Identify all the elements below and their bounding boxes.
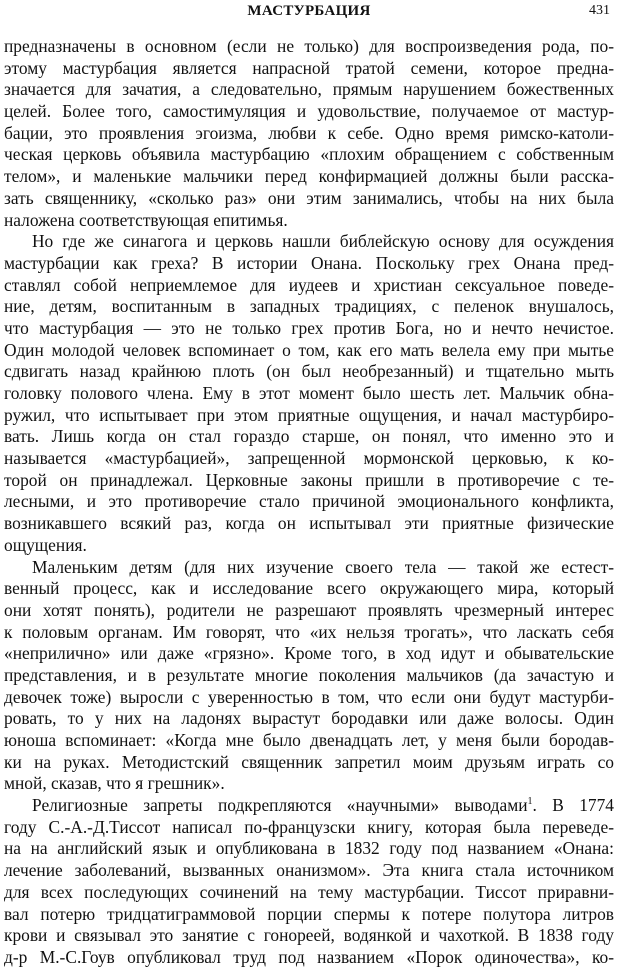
text-line [4, 426, 614, 448]
text-line-content: ние, детям, воспитанным в западных традициях, с пеленок внушалось, [4, 296, 614, 317]
text-line-content: Но где же синагога и церковь нашли библейскую основу для осуждения [32, 231, 614, 252]
text-line [4, 578, 614, 600]
text-line-content: значается для зачатия, а следовательно, прямым нарушением божественных [4, 79, 614, 100]
page-number: 431 [589, 3, 610, 18]
text-line [4, 79, 614, 101]
text-line-content: году С.-А.-Д.Тиссот написал по-французски книгу, которая была переведе- [4, 816, 614, 837]
text-line [4, 687, 614, 709]
text-line [4, 947, 614, 969]
text-line [4, 860, 614, 882]
text-line [4, 405, 614, 427]
text-line-content: возникавшего всякий раз, когда он испытывал эти приятные физические [4, 513, 614, 534]
text-line-content: ощущения. [4, 534, 87, 555]
text-line-content: ческая церковь объявила мастурбацию «плохим обращением с собственным [4, 144, 614, 165]
text-line-content: юноша вспоминает: «Когда мне было двенадцать лет, у меня были бородав- [4, 730, 614, 750]
text-line [4, 600, 614, 622]
text-line [4, 253, 614, 275]
text-line-content: Один молодой человек вспоминает о том, как его мать велела ему при мытье [4, 339, 614, 360]
text-line-content: мастурбации как греха? В истории Онана. Поскольку грех Онана пред- [4, 252, 614, 273]
text-line-content: предназначены в основном (если не только) для воспроизведения рода, по- [4, 36, 614, 56]
text-line-content: Маленьким детям (для них изучение своего тела — такой же естест- [32, 556, 614, 577]
text-line-content: на на английский язык и опубликована в 1832 году под названием «Онана: [4, 838, 614, 859]
text-line-content: зать священнику, «сколько раз» они этим занимались, чтобы на них была [4, 187, 614, 208]
text-line-content: лесными, и это противоречие стало причиной эмоционального конфликта, [4, 491, 614, 512]
text-line-content: они хотят понять), родители не разрешают проявлять чрезмерный интерес [4, 599, 614, 620]
text-line [4, 166, 614, 188]
text-line-content: «неприлично» или даже «грязно». Кроме того, в ход идут и обывательские [4, 643, 614, 664]
text-line [4, 925, 614, 947]
text-line [4, 36, 614, 58]
text-line-content: телом», и маленькие мальчики перед конфирмацией должны были расска- [4, 166, 614, 187]
text-line [4, 448, 614, 470]
running-header [4, 0, 614, 24]
text-line [4, 665, 614, 687]
text-line [4, 708, 614, 730]
text-line-content: к половым органам. Им говорят, что «их нельзя трогать», что ласкать себя [4, 621, 614, 642]
footnote-marker[interactable]: 1 [527, 796, 533, 808]
text-line [4, 622, 614, 644]
text-line [4, 904, 614, 926]
text-line [4, 123, 614, 145]
text-line [4, 643, 614, 665]
text-line-content: Религиозные запреты подкрепляются «научными» выводами [32, 795, 528, 816]
text-line-content: ружил, что испытывает при этом приятные ощущения, и начал мастурбиро- [4, 404, 614, 425]
text-line-tail: . В 1774 [532, 795, 614, 816]
text-line-content: лечение заболеваний, вызванных онанизмом». Эта книга стала источником [4, 860, 614, 881]
text-line-content: венный процесс, как и исследование всего окружающего мира, который [4, 578, 614, 599]
text-line-content: наложена соответствующая епитимья. [4, 209, 288, 230]
text-line [4, 795, 614, 817]
text-line [4, 144, 614, 166]
text-line-content: представления, и в результате многие поколения мальчиков (да зачастую и [4, 664, 614, 685]
text-line-content: головку полового члена. Ему в этот момент было шесть лет. Мальчик обна- [4, 383, 614, 403]
text-line-content: сдвигать назад крайнюю плоть (он был необрезанный) и тщательно мыть [4, 361, 614, 382]
text-line-content: ки на руках. Методистский священник запретил моим друзьям играть со [4, 751, 614, 772]
text-line [4, 58, 614, 80]
text-line [4, 101, 614, 123]
running-title: МАСТУРБАЦИЯ [247, 3, 371, 19]
text-line [4, 557, 614, 579]
text-line [4, 773, 614, 795]
text-line-content: торой он принадлежал. Церковные законы пришли в противоречие с те- [4, 469, 614, 490]
text-line [4, 752, 614, 774]
text-line [4, 188, 614, 210]
text-line-content: вал потерю тридцатиграммовой порции спермы к потере полутора литров [4, 903, 614, 924]
text-line-content: мной, сказав, что я грешник». [4, 773, 225, 794]
text-line-content: крови и связывал это занятие с гонореей, водянкой и чахоткой. В 1838 году [4, 925, 614, 946]
text-line-content: целей. Более того, самостимуляция и удовольствие, получаемое от мастур- [4, 101, 614, 122]
text-line [4, 275, 614, 297]
text-line-content: бации, это проявления эгоизма, любви к себе. Одно время римско-католи- [4, 122, 614, 143]
text-line [4, 296, 614, 318]
text-line [4, 470, 614, 492]
text-line [4, 730, 614, 752]
text-line-content: называется «мастурбацией», запрещенной мормонской церковью, к ко- [4, 448, 614, 469]
text-line [4, 340, 614, 362]
text-line-content: для всех последующих сочинений на тему мастурбации. Тиссот приравни- [4, 881, 614, 902]
text-line [4, 383, 614, 405]
text-line [4, 318, 614, 340]
text-line [4, 210, 614, 232]
text-line [4, 838, 614, 860]
text-line-content: этому мастурбация является напрасной тратой семени, которое предна- [4, 57, 614, 78]
text-line-content: что мастурбация — это не только грех против Бога, но и нечто нечистое. [4, 317, 614, 338]
body-text [4, 36, 614, 969]
text-line [4, 361, 614, 383]
text-line [4, 513, 614, 535]
text-line-content: ставлял собой неприемлемое для иудеев и христиан сексуальное поведе- [4, 274, 614, 295]
text-line [4, 231, 614, 253]
text-line-content: д-р М.-С.Гоув опубликовал труд под названием «Порок одиночества», ко- [4, 946, 614, 967]
text-line-content: девочек тоже) выросли с уверенностью в том, что если они будут мастурби- [4, 686, 614, 707]
text-line-content: вать. Лишь когда он стал гораздо старше, он понял, что именно это и [4, 426, 614, 447]
text-line-content: ровать, то у них на ладонях вырастут бородавки или даже волосы. Один [4, 708, 614, 729]
text-line [4, 882, 614, 904]
text-line [4, 817, 614, 839]
text-line [4, 491, 614, 513]
text-line [4, 535, 614, 557]
